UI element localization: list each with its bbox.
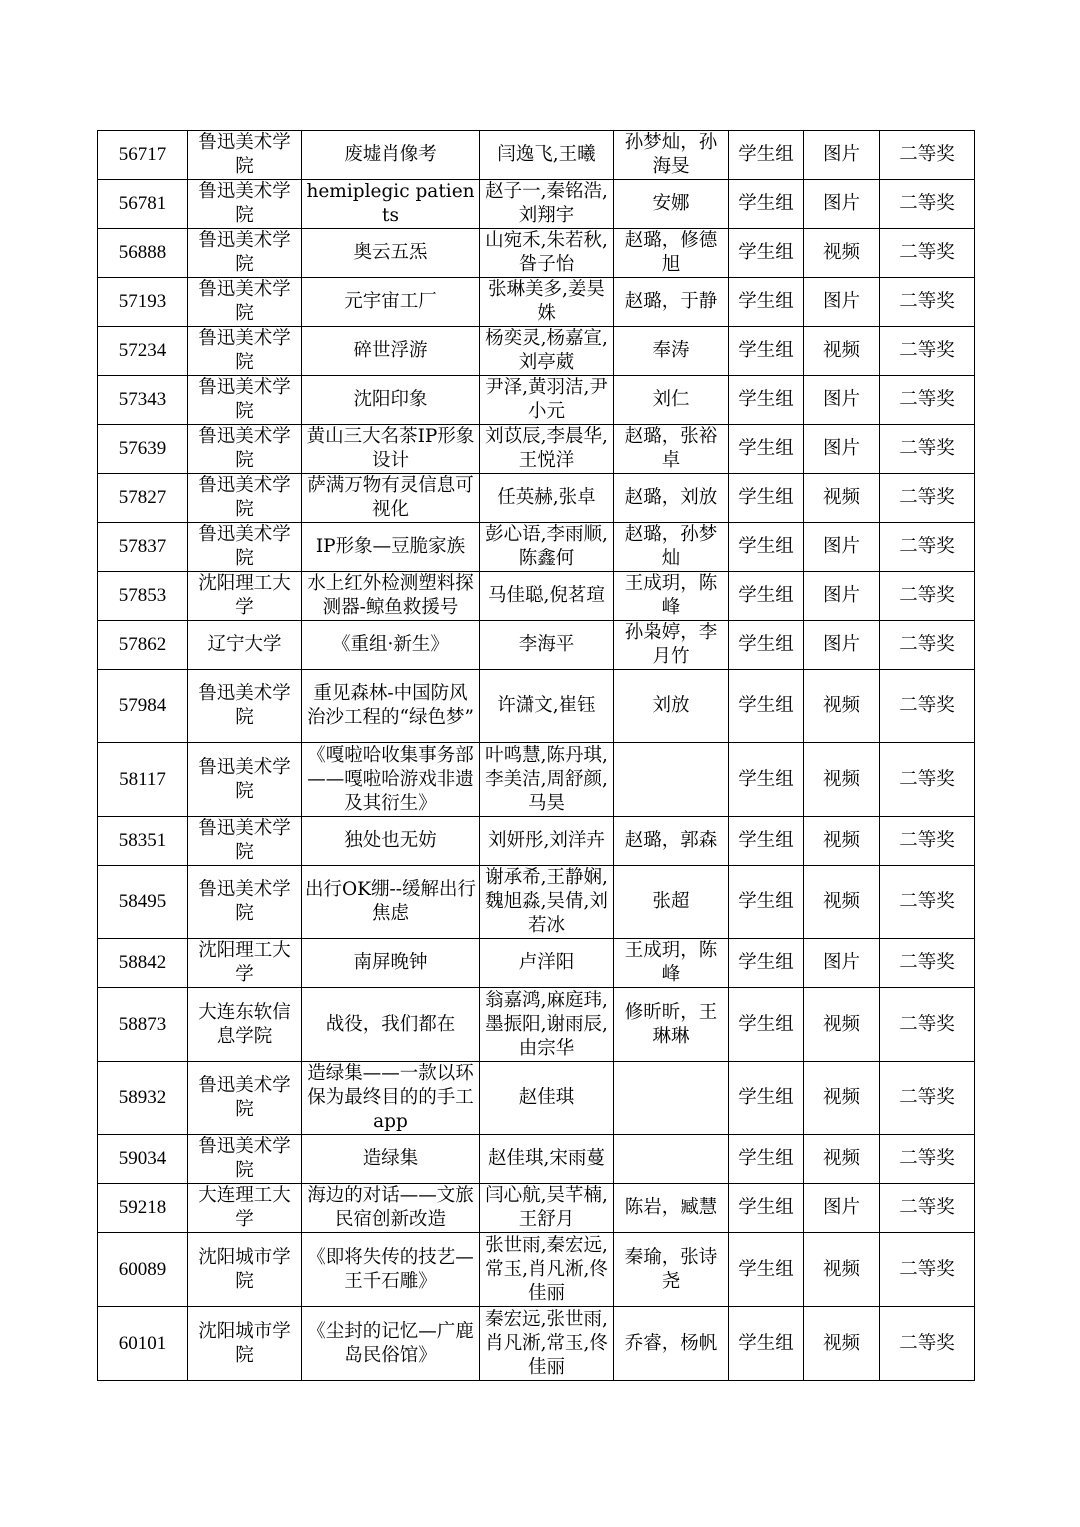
title-cell: 黄山三大名茶IP形象设计 [302,425,480,474]
id-cell: 57234 [98,327,188,376]
category-cell: 视频 [804,866,880,939]
title-cell: 碎世浮游 [302,327,480,376]
authors-cell: 彭心语,李雨顺,陈鑫何 [480,523,614,572]
title-cell: 萨满万物有灵信息可视化 [302,474,480,523]
advisors-cell: 秦瑜，张诗尧 [614,1233,729,1307]
table-row [98,817,975,866]
award-cell: 二等奖 [880,1233,975,1307]
title-cell: 《尘封的记忆—广鹿岛民俗馆》 [302,1307,480,1381]
authors-cell: 许潇文,崔钰 [480,670,614,743]
group-cell: 学生组 [729,1307,804,1381]
id-cell: 59218 [98,1184,188,1233]
category-cell: 图片 [804,180,880,229]
award-cell: 二等奖 [880,376,975,425]
table-row [98,572,975,621]
school-cell: 沈阳理工大学 [188,939,302,988]
category-cell: 图片 [804,572,880,621]
school-cell: 鲁迅美术学院 [188,743,302,817]
id-cell: 58117 [98,743,188,817]
school-cell: 大连东软信息学院 [188,988,302,1062]
school-cell: 鲁迅美术学院 [188,327,302,376]
group-cell: 学生组 [729,1233,804,1307]
award-cell: 二等奖 [880,131,975,180]
advisors-cell: 安娜 [614,180,729,229]
group-cell: 学生组 [729,988,804,1062]
advisors-cell: 孙梦灿，孙海旻 [614,131,729,180]
id-cell: 60089 [98,1233,188,1307]
category-cell: 视频 [804,474,880,523]
authors-cell: 赵子一,秦铭浩,刘翔宇 [480,180,614,229]
award-cell: 二等奖 [880,1184,975,1233]
table-row [98,180,975,229]
id-cell: 57853 [98,572,188,621]
award-cell: 二等奖 [880,866,975,939]
id-cell: 56888 [98,229,188,278]
award-cell: 二等奖 [880,425,975,474]
authors-cell: 刘苡辰,李晨华,王悦洋 [480,425,614,474]
group-cell: 学生组 [729,180,804,229]
advisors-cell: 刘仁 [614,376,729,425]
authors-cell: 刘妍彤,刘洋卉 [480,817,614,866]
authors-cell: 翁嘉鸿,麻庭玮,墨振阳,谢雨辰,由宗华 [480,988,614,1062]
school-cell: 鲁迅美术学院 [188,229,302,278]
school-cell: 鲁迅美术学院 [188,131,302,180]
authors-cell: 张世雨,秦宏远,常玉,肖凡淅,佟佳丽 [480,1233,614,1307]
id-cell: 56781 [98,180,188,229]
advisors-cell: 修昕昕，王琳琳 [614,988,729,1062]
id-cell: 58932 [98,1062,188,1135]
advisors-cell: 刘放 [614,670,729,743]
id-cell: 58351 [98,817,188,866]
category-cell: 视频 [804,1135,880,1184]
school-cell: 鲁迅美术学院 [188,376,302,425]
id-cell: 57343 [98,376,188,425]
award-cell: 二等奖 [880,229,975,278]
id-cell: 57862 [98,621,188,670]
group-cell: 学生组 [729,474,804,523]
category-cell: 图片 [804,131,880,180]
id-cell: 57984 [98,670,188,743]
advisors-cell: 赵璐，郭森 [614,817,729,866]
advisors-cell: 王成玥，陈峰 [614,939,729,988]
advisors-cell [614,1062,729,1135]
table-row [98,866,975,939]
group-cell: 学生组 [729,229,804,278]
category-cell: 视频 [804,1233,880,1307]
authors-cell: 谢承希,王静娴,魏旭淼,吴倩,刘若冰 [480,866,614,939]
category-cell: 视频 [804,988,880,1062]
table-row [98,474,975,523]
id-cell: 57837 [98,523,188,572]
authors-cell: 卢洋阳 [480,939,614,988]
award-cell: 二等奖 [880,572,975,621]
school-cell: 鲁迅美术学院 [188,1062,302,1135]
school-cell: 沈阳城市学院 [188,1233,302,1307]
award-cell: 二等奖 [880,817,975,866]
id-cell: 59034 [98,1135,188,1184]
school-cell: 鲁迅美术学院 [188,278,302,327]
title-cell: 海边的对话——文旅民宿创新改造 [302,1184,480,1233]
id-cell: 57639 [98,425,188,474]
award-cell: 二等奖 [880,621,975,670]
id-cell: 60101 [98,1307,188,1381]
award-cell: 二等奖 [880,939,975,988]
award-cell: 二等奖 [880,670,975,743]
award-cell: 二等奖 [880,988,975,1062]
id-cell: 58873 [98,988,188,1062]
table-row [98,1135,975,1184]
advisors-cell: 赵璐，刘放 [614,474,729,523]
authors-cell: 任英赫,张卓 [480,474,614,523]
table-body [98,131,975,1381]
table-row [98,621,975,670]
table-row [98,1307,975,1381]
group-cell: 学生组 [729,327,804,376]
title-cell: 元宇宙工厂 [302,278,480,327]
award-cell: 二等奖 [880,180,975,229]
id-cell: 57193 [98,278,188,327]
award-cell: 二等奖 [880,1135,975,1184]
group-cell: 学生组 [729,670,804,743]
award-cell: 二等奖 [880,327,975,376]
group-cell: 学生组 [729,523,804,572]
table-row [98,1184,975,1233]
title-cell: 沈阳印象 [302,376,480,425]
award-table [97,130,975,1381]
category-cell: 图片 [804,278,880,327]
advisors-cell: 赵璐，孙梦灿 [614,523,729,572]
category-cell: 图片 [804,376,880,425]
group-cell: 学生组 [729,1184,804,1233]
award-cell: 二等奖 [880,743,975,817]
school-cell: 鲁迅美术学院 [188,817,302,866]
authors-cell: 叶鸣慧,陈丹琪,李美洁,周舒颜,马昊 [480,743,614,817]
award-cell: 二等奖 [880,474,975,523]
title-cell: 战役，我们都在 [302,988,480,1062]
group-cell: 学生组 [729,1062,804,1135]
category-cell: 图片 [804,425,880,474]
title-cell: 奥云五炁 [302,229,480,278]
authors-cell: 闫逸飞,王曦 [480,131,614,180]
title-cell: 独处也无妨 [302,817,480,866]
table-row [98,131,975,180]
category-cell: 视频 [804,817,880,866]
advisors-cell: 张超 [614,866,729,939]
id-cell: 56717 [98,131,188,180]
school-cell: 鲁迅美术学院 [188,523,302,572]
title-cell: 造绿集 [302,1135,480,1184]
group-cell: 学生组 [729,131,804,180]
category-cell: 视频 [804,1307,880,1381]
category-cell: 视频 [804,670,880,743]
advisors-cell: 陈岩，臧慧 [614,1184,729,1233]
title-cell: 《嘎啦哈收集事务部——嘎啦哈游戏非遗及其衍生》 [302,743,480,817]
advisors-cell: 奉涛 [614,327,729,376]
table-row [98,278,975,327]
school-cell: 鲁迅美术学院 [188,1135,302,1184]
authors-cell: 秦宏远,张世雨,肖凡淅,常玉,佟佳丽 [480,1307,614,1381]
table-row [98,523,975,572]
advisors-cell: 赵璐，修德旭 [614,229,729,278]
authors-cell: 杨奕灵,杨嘉宣,刘亭葳 [480,327,614,376]
category-cell: 图片 [804,1184,880,1233]
table-row [98,1233,975,1307]
title-cell: 水上红外检测塑料探测器-鲸鱼救援号 [302,572,480,621]
title-cell: 南屏晚钟 [302,939,480,988]
advisors-cell [614,1135,729,1184]
award-cell: 二等奖 [880,1307,975,1381]
category-cell: 视频 [804,743,880,817]
advisors-cell: 孙枭婷，李月竹 [614,621,729,670]
school-cell: 鲁迅美术学院 [188,180,302,229]
table-row [98,327,975,376]
advisors-cell: 乔睿，杨帆 [614,1307,729,1381]
category-cell: 图片 [804,523,880,572]
group-cell: 学生组 [729,866,804,939]
school-cell: 鲁迅美术学院 [188,425,302,474]
table-row [98,1062,975,1135]
authors-cell: 赵佳琪 [480,1062,614,1135]
table-row [98,939,975,988]
advisors-cell [614,743,729,817]
category-cell: 视频 [804,1062,880,1135]
group-cell: 学生组 [729,376,804,425]
title-cell: 重见森林-中国防风治沙工程的“绿色梦” [302,670,480,743]
category-cell: 图片 [804,621,880,670]
table-row [98,376,975,425]
school-cell: 沈阳理工大学 [188,572,302,621]
title-cell: 《重组·新生》 [302,621,480,670]
award-cell: 二等奖 [880,278,975,327]
award-cell: 二等奖 [880,1062,975,1135]
table-row [98,988,975,1062]
group-cell: 学生组 [729,278,804,327]
title-cell: 造绿集——一款以环保为最终目的的手工app [302,1062,480,1135]
school-cell: 辽宁大学 [188,621,302,670]
table-row [98,670,975,743]
id-cell: 58842 [98,939,188,988]
group-cell: 学生组 [729,817,804,866]
advisors-cell: 赵璐，于静 [614,278,729,327]
table-row [98,229,975,278]
title-cell: 《即将失传的技艺—王千石雕》 [302,1233,480,1307]
group-cell: 学生组 [729,572,804,621]
group-cell: 学生组 [729,939,804,988]
table-row [98,425,975,474]
authors-cell: 赵佳琪,宋雨蔓 [480,1135,614,1184]
title-cell: 废墟肖像考 [302,131,480,180]
title-cell: hemiplegic patients [302,180,480,229]
group-cell: 学生组 [729,743,804,817]
category-cell: 视频 [804,327,880,376]
school-cell: 鲁迅美术学院 [188,866,302,939]
school-cell: 大连理工大学 [188,1184,302,1233]
title-cell: IP形象—豆脆家族 [302,523,480,572]
table-row [98,743,975,817]
authors-cell: 闫心航,吴芊楠,王舒月 [480,1184,614,1233]
authors-cell: 马佳聪,倪茗瑄 [480,572,614,621]
authors-cell: 李海平 [480,621,614,670]
id-cell: 57827 [98,474,188,523]
category-cell: 图片 [804,939,880,988]
group-cell: 学生组 [729,425,804,474]
group-cell: 学生组 [729,1135,804,1184]
authors-cell: 山宛禾,朱若秋,昝子怡 [480,229,614,278]
school-cell: 沈阳城市学院 [188,1307,302,1381]
category-cell: 视频 [804,229,880,278]
advisors-cell: 赵璐，张裕卓 [614,425,729,474]
school-cell: 鲁迅美术学院 [188,474,302,523]
award-cell: 二等奖 [880,523,975,572]
group-cell: 学生组 [729,621,804,670]
school-cell: 鲁迅美术学院 [188,670,302,743]
id-cell: 58495 [98,866,188,939]
title-cell: 出行OK绷--缓解出行焦虑 [302,866,480,939]
authors-cell: 张琳美多,姜昊姝 [480,278,614,327]
advisors-cell: 王成玥，陈峰 [614,572,729,621]
authors-cell: 尹泽,黄羽洁,尹小元 [480,376,614,425]
